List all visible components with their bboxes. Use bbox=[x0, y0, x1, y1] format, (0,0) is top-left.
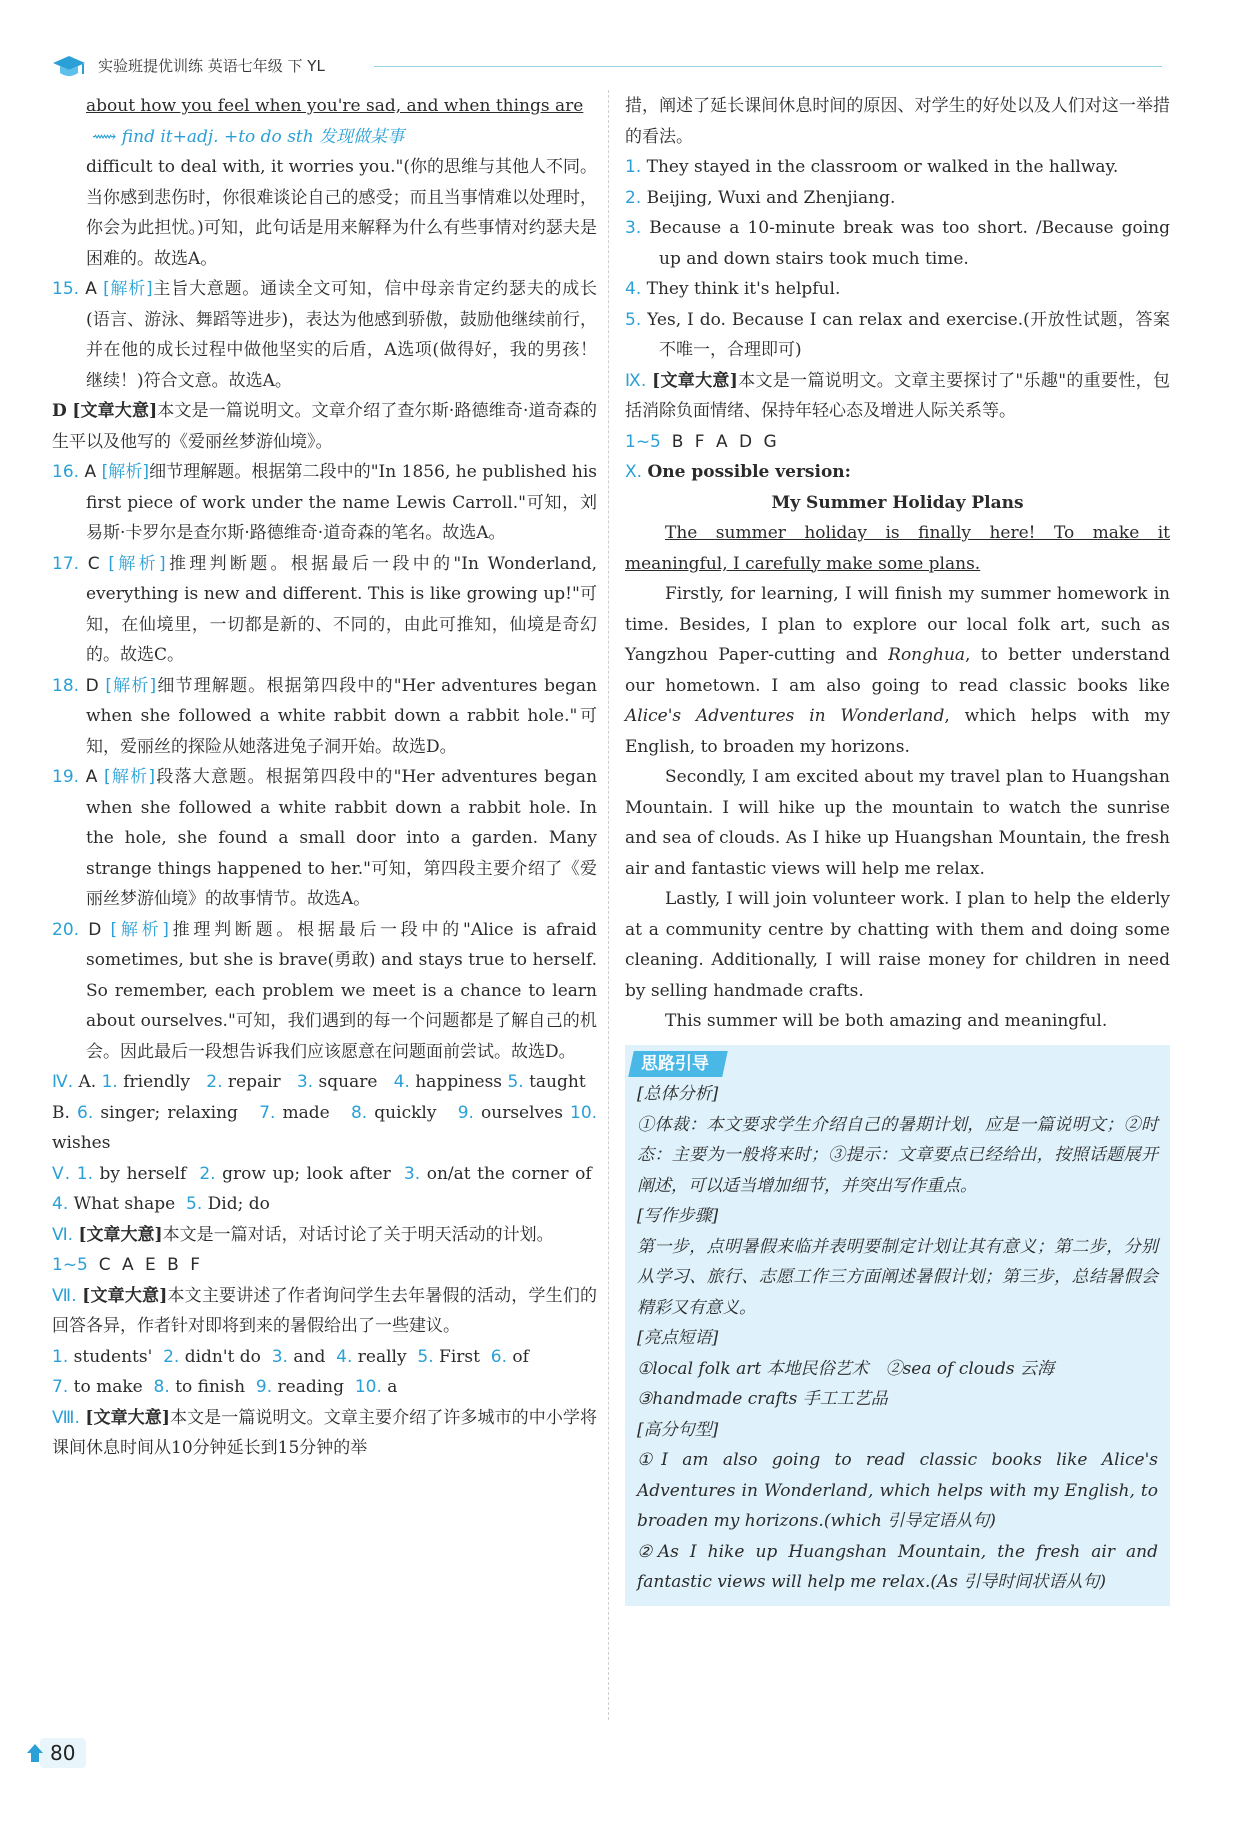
guide-t3a: ①local folk art 本地民俗艺术 ②sea of clouds 云海 bbox=[637, 1358, 1054, 1379]
essay-p3: Secondly, I am excited about my travel plan to Huangshan Mountain. I will hike up the mountain to watch the sunrise and sea of clouds. As I hike up Huangshan Mountain, the fresh air and fantastic views will help me relax. bbox=[625, 767, 1170, 879]
section-vi-answers: 1~5 C A E B F bbox=[52, 1255, 203, 1275]
left-column bbox=[52, 91, 597, 1464]
viii-answer-2: 2. Beijing, Wuxi and Zhenjiang. bbox=[625, 187, 896, 208]
q20: 20. D [解析]推理判断题。根据最后一段中的"Alice is afraid sometimes, but she is brave(勇敢) and stays true to herself. So remember, each problem we meet is a chance to learn about ourselves."可知，我们遇到的每一个问题都是了解自己的机会。因此最后一段想告诉我们应该愿意在问题面前尝试。故选D。 bbox=[52, 919, 598, 1062]
page-header bbox=[52, 50, 1162, 84]
essay-p5: This summer will be both amazing and meaningful. bbox=[665, 1011, 1108, 1031]
essay-title: My Summer Holiday Plans bbox=[771, 492, 1024, 513]
guide-h4: [高分句型] bbox=[637, 1419, 719, 1440]
right-column bbox=[625, 91, 1170, 1606]
writing-guide-box bbox=[625, 1045, 1170, 1606]
section-v: Ⅴ. 1. by herself 2. grow up; look after 3. on/at the corner of 4. What shape 5. Did; do bbox=[52, 1163, 592, 1214]
q15: 15. A [解析]主旨大意题。通读全文可知，信中母亲肯定约瑟夫的成长(语言、游泳、舞蹈等进步)，表达为他感到骄傲，鼓励他继续前行，并在他的成长过程中做他坚实的后盾，A选项(做得好，我的男孩！继续！)符合文意。故选A。 bbox=[52, 279, 598, 391]
section-viii: Ⅷ. [文章大意]本文是一篇说明文。文章主要介绍了许多城市的中小学将课间休息时间从10分钟延长到15分钟的举 bbox=[52, 1407, 598, 1458]
q14-cont-line1: about how you feel when you're sad, and when things are bbox=[86, 96, 584, 116]
header-title: 实验班提优训练 英语七年级 下 YL bbox=[98, 57, 325, 75]
section-ix: Ⅸ. [文章大意]本文是一篇说明文。文章主要探讨了"乐趣"的重要性，包括消除负面情绪、保持年轻心态及增进人际关系等。 bbox=[625, 370, 1170, 421]
guide-title: 思路引导 bbox=[628, 1051, 728, 1077]
page-number-badge bbox=[26, 1736, 90, 1772]
section-vii-answers-1: 1. students' 2. didn't do 3. and 4. really 5. First 6. of bbox=[52, 1346, 529, 1367]
viii-answer-4: 4. They think it's helpful. bbox=[625, 279, 841, 299]
sample-essay bbox=[625, 488, 1170, 1037]
section-d: D [文章大意]本文是一篇说明文。文章介绍了查尔斯·路德维奇·道奇森的生平以及他写的《爱丽丝梦游仙境》。 bbox=[52, 401, 598, 452]
essay-p1: The summer holiday is finally here! To make it meaningful, I carefully make some plans. bbox=[625, 523, 1170, 574]
guide-h3: [亮点短语] bbox=[637, 1328, 719, 1348]
column-divider bbox=[608, 90, 609, 1720]
q18: 18. D [解析]细节理解题。根据第四段中的"Her adventures began when she followed a white rabbit down a rabbit hole."可知，爱丽丝的探险从她落进兔子洞开始。故选D。 bbox=[52, 675, 598, 757]
page-number: 80 bbox=[50, 1741, 76, 1765]
house-arrow-icon bbox=[26, 1742, 44, 1764]
guide-t4a: ①I am also going to read classic books like Alice's Adventures in Wonderland, which helps with my English, to broaden my horizons.(which 引导定语从句) bbox=[637, 1450, 1158, 1531]
q17: 17. C [解析]推理判断题。根据最后一段中的"In Wonderland, everything is new and different. This is like growing up!"可知，在仙境里，一切都是新的、不同的，由此可推知，仙境是奇幻的。故选C。 bbox=[52, 553, 598, 665]
guide-t4b: ②As I hike up Huangshan Mountain, the fresh air and fantastic views will help me relax.(As 引导时间状语从句) bbox=[637, 1541, 1158, 1592]
viii-answer-3: 3. Because a 10-minute break was too short. /Because going up and down stairs took much time. bbox=[625, 218, 1170, 269]
section-viii-cont: 措，阐述了延长课间休息时间的原因、对学生的好处以及人们对这一举措的看法。 bbox=[625, 96, 1170, 147]
q14-cont: difficult to deal with, it worries you."(你的思维与其他人不同。当你感到悲伤时，你很难谈论自己的感受；而且当事情难以处理时，你会为此担忧。)可知，此句话是用来解释为什么有些事情对约瑟夫是困难的。故选A。 bbox=[86, 157, 597, 269]
guide-t3b: ③handmade crafts 手工工艺品 bbox=[637, 1389, 888, 1409]
section-vii-answers-2: 7. to make 8. to finish 9. reading 10. a bbox=[52, 1377, 398, 1397]
essay-p4: Lastly, I will join volunteer work. I plan to help the elderly at a community centre by chatting with them and doing some cleaning. Additionally, I will raise money for children in need by selling handmade crafts. bbox=[625, 889, 1170, 1001]
section-iv-b: B. 6. singer; relaxing 7. made 8. quickly 9. ourselves 10. wishes bbox=[52, 1102, 598, 1153]
q16: 16. A [解析]细节理解题。根据第二段中的"In 1856, he published his first piece of work under the name Lewis Carroll."可知，刘易斯·卡罗尔是查尔斯·路德维奇·道奇森的笔名。故选A。 bbox=[52, 462, 598, 543]
q19: 19. A [解析]段落大意题。根据第四段中的"Her adventures began when she followed a white rabbit down a rabbit hole. In the hole, she found a small door into a garden. Many strange things happened to her."可知，第四段主要介绍了《爱丽丝梦游仙境》的故事情节。故选A。 bbox=[52, 767, 598, 909]
section-vi: Ⅵ. [文章大意]本文是一篇对话，对话讨论了关于明天活动的计划。 bbox=[52, 1224, 554, 1245]
section-ix-answers: 1~5 B F A D G bbox=[625, 431, 780, 452]
arrow-icon: ⟿ bbox=[92, 126, 122, 147]
guide-t1: ①体裁：本文要求学生介绍自己的暑期计划，应是一篇说明文；②时态：主要为一般将来时；③提示：文章要点已经给出，按照话题展开阐述，可以适当增加细节，并突出写作重点。 bbox=[637, 1114, 1158, 1196]
viii-answer-1: 1. They stayed in the classroom or walked in the hallway. bbox=[625, 157, 1119, 177]
section-iv-a: Ⅳ. A. 1. friendly 2. repair 3. square 4. happiness 5. taught bbox=[52, 1072, 586, 1092]
header-rule bbox=[374, 66, 1162, 67]
graduation-cap-icon bbox=[52, 54, 86, 80]
section-vii: Ⅶ. [文章大意]本文主要讲述了作者询问学生去年暑假的活动，学生们的回答各异，作者针对即将到来的暑假给出了一些建议。 bbox=[52, 1285, 598, 1336]
section-x-label: Ⅹ. One possible version: bbox=[625, 462, 851, 482]
essay-p2: Firstly, for learning, I will finish my summer homework in time. Besides, I plan to explore our local folk art, such as Yangzhou Paper-cutting and Ronghua, to better understand our hometown. I am also going to read classic books like Alice's Adventures in Wonderland, which helps with my English, to broaden my horizons. bbox=[625, 584, 1170, 757]
guide-h2: [写作步骤] bbox=[637, 1206, 719, 1226]
guide-h1: [总体分析] bbox=[637, 1084, 719, 1104]
phrase-note: ⟿ find it+adj. +to do sth 发现做某事 bbox=[92, 126, 405, 147]
viii-answer-5: 5. Yes, I do. Because I can relax and exercise.(开放性试题，答案不唯一，合理即可) bbox=[625, 309, 1170, 360]
guide-t2: 第一步，点明暑假来临并表明要制定计划让其有意义；第二步，分别从学习、旅行、志愿工作三方面阐述暑假计划；第三步，总结暑假会精彩又有意义。 bbox=[637, 1236, 1158, 1318]
